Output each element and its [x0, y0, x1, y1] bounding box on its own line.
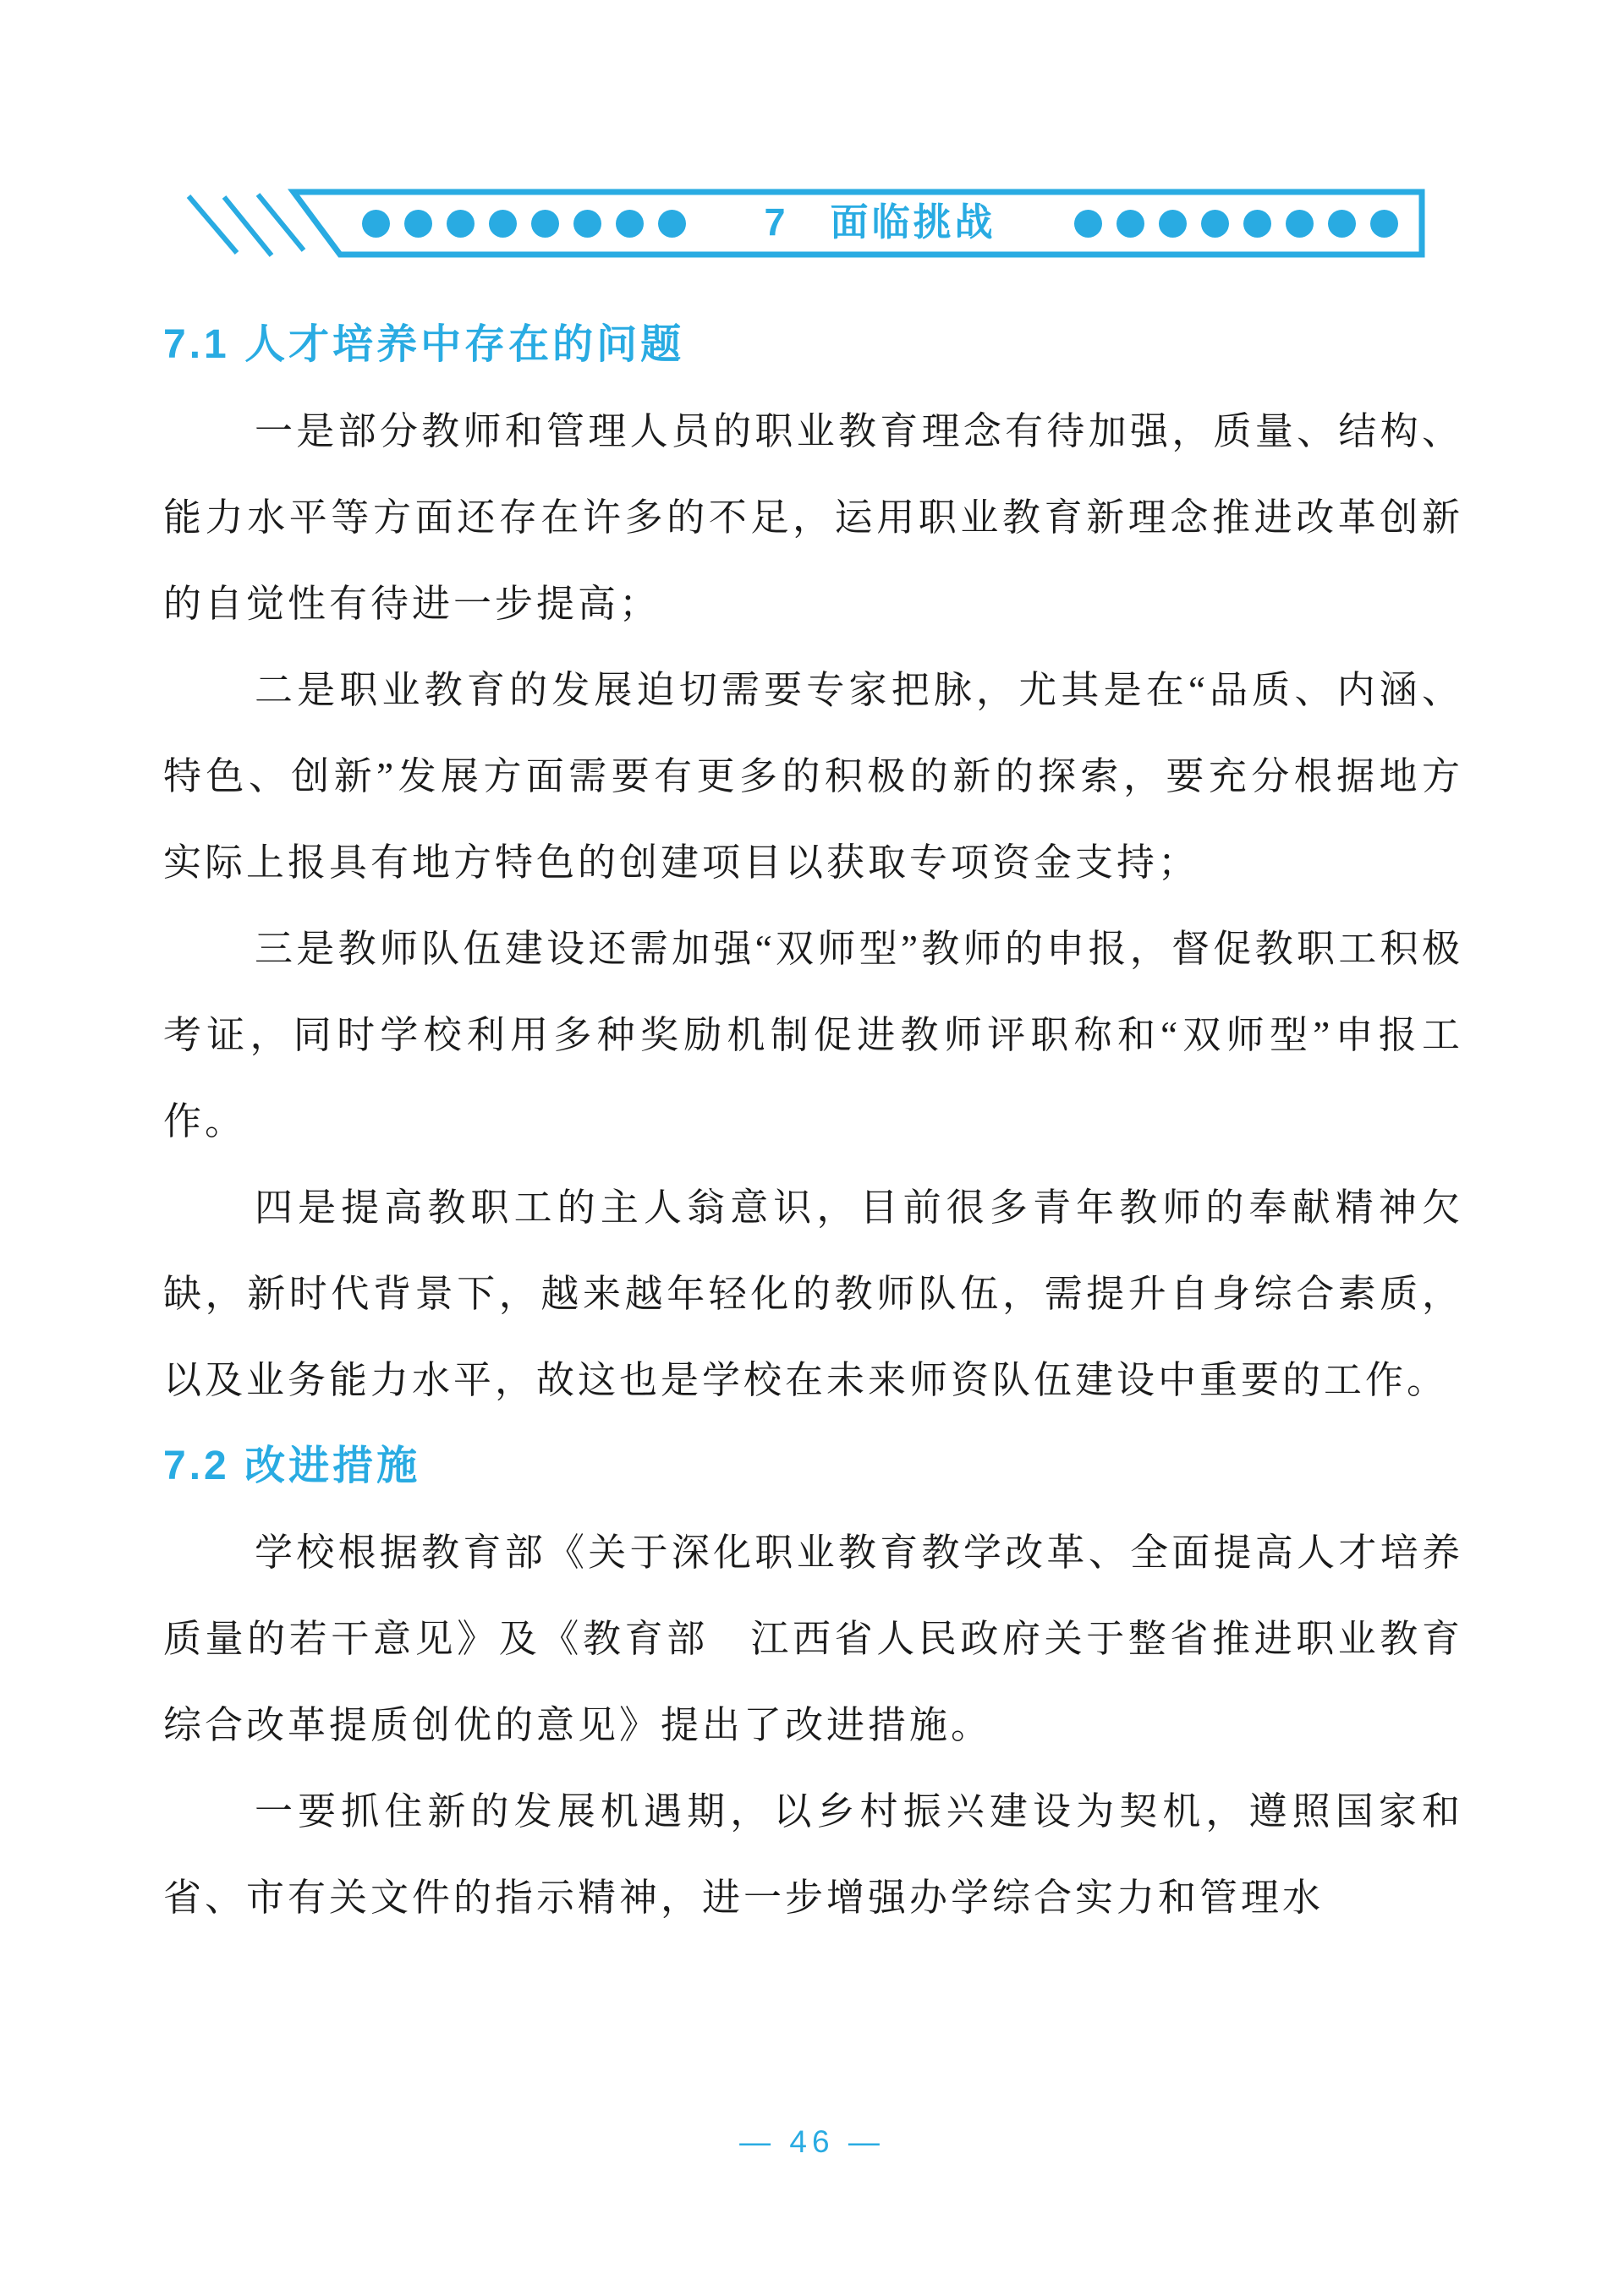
body-paragraph: 二是职业教育的发展迫切需要专家把脉，尤其是在“品质、内涵、特色、创新”发展方面需要有更多的积极的新的探索，要充分根据地方实际上报具有地方特色的创建项目以获取专项资金支持；: [163, 669, 1463, 884]
dot-icon: [573, 210, 601, 238]
body-paragraph: 学校根据教育部《关于深化职业教育教学改革、全面提高人才培养质量的若干意见》及《教育部 江西省人民政府关于整省推进职业教育综合改革提质创优的意见》提出了改进措施。: [163, 1532, 1463, 1746]
banner-dots-right: [1074, 210, 1398, 238]
chapter-title: 7 面临挑战: [764, 200, 996, 244]
dot-icon: [1370, 210, 1398, 238]
dot-icon: [1243, 210, 1271, 238]
dot-icon: [404, 210, 432, 238]
dot-icon: [362, 210, 390, 238]
page-body: [163, 302, 1463, 1941]
section-heading-7-2: 7.2 改进措施: [163, 1444, 421, 1488]
dot-icon: [1116, 210, 1144, 238]
dot-icon: [1074, 210, 1102, 238]
dot-icon: [531, 210, 559, 238]
dot-icon: [1286, 210, 1314, 238]
dot-icon: [1328, 210, 1356, 238]
page-number: — 46 —: [739, 2124, 885, 2159]
dot-icon: [489, 210, 517, 238]
dot-icon: [1159, 210, 1187, 238]
diagonal-slash-icon: [258, 195, 304, 250]
dot-icon: [447, 210, 475, 238]
body-paragraph: 一要抓住新的发展机遇期，以乡村振兴建设为契机，遵照国家和省、市有关文件的指示精神，进一步增强办学综合实力和管理水: [163, 1790, 1463, 1919]
dot-icon: [658, 210, 686, 238]
body-paragraph: 三是教师队伍建设还需加强“双师型”教师的申报，督促教职工积极考证，同时学校利用多种奖励机制促进教师评职称和“双师型”申报工作。: [163, 928, 1463, 1143]
body-paragraph: 四是提高教职工的主人翁意识，目前很多青年教师的奉献精神欠缺，新时代背景下，越来越年轻化的教师队伍，需提升自身综合素质，以及业务能力水平，故这也是学校在未来师资队伍建设中重要的工作。: [163, 1186, 1463, 1401]
banner-content: [340, 195, 1422, 251]
banner-dots-left: [362, 210, 686, 238]
dot-icon: [616, 210, 644, 238]
dot-icon: [1201, 210, 1229, 238]
section-heading-7-1: 7.1 人才培养中存在的问题: [163, 322, 685, 367]
body-paragraph: 一是部分教师和管理人员的职业教育理念有待加强，质量、结构、能力水平等方面还存在许多的不足，运用职业教育新理念推进改革创新的自觉性有待进一步提高；: [163, 410, 1463, 625]
